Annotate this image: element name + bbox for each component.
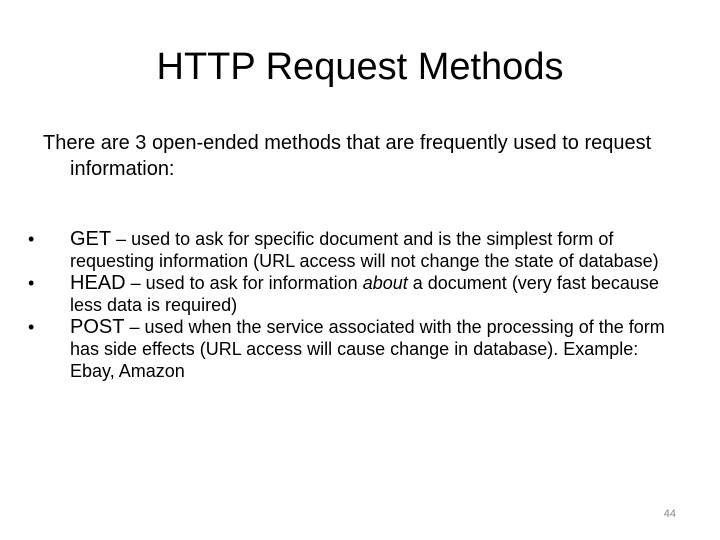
slide-title: HTTP Request Methods: [156, 46, 564, 88]
bullet-item-head: [28, 272, 683, 316]
method-name-head: HEAD: [70, 272, 126, 294]
bullet-text: – used to ask for information: [125, 273, 363, 293]
bullet-item-get: [28, 228, 683, 272]
bullet-text-after: a document (very fast because less data is required): [70, 273, 659, 315]
method-name-post: POST: [70, 316, 125, 338]
bullet-marker: •: [28, 317, 35, 337]
bullet-marker: •: [28, 229, 35, 249]
bullet-text: – used when the service associated with the processing of the form has side effects (URL access will cause change in database). Example: Ebay, Amazon: [70, 317, 665, 381]
bullet-text: – used to ask for specific document and is the simplest form of requesting information (URL access will not change the state of database): [70, 229, 659, 271]
bullet-item-post: [28, 316, 683, 382]
bullet-list: [28, 228, 683, 382]
bullet-marker: •: [28, 273, 35, 293]
method-name-get: GET: [70, 228, 112, 250]
bullet-emphasis: about: [362, 273, 408, 293]
page-number: 44: [663, 508, 676, 520]
intro-paragraph: There are 3 open-ended methods that are frequently used to request information:: [43, 132, 652, 180]
